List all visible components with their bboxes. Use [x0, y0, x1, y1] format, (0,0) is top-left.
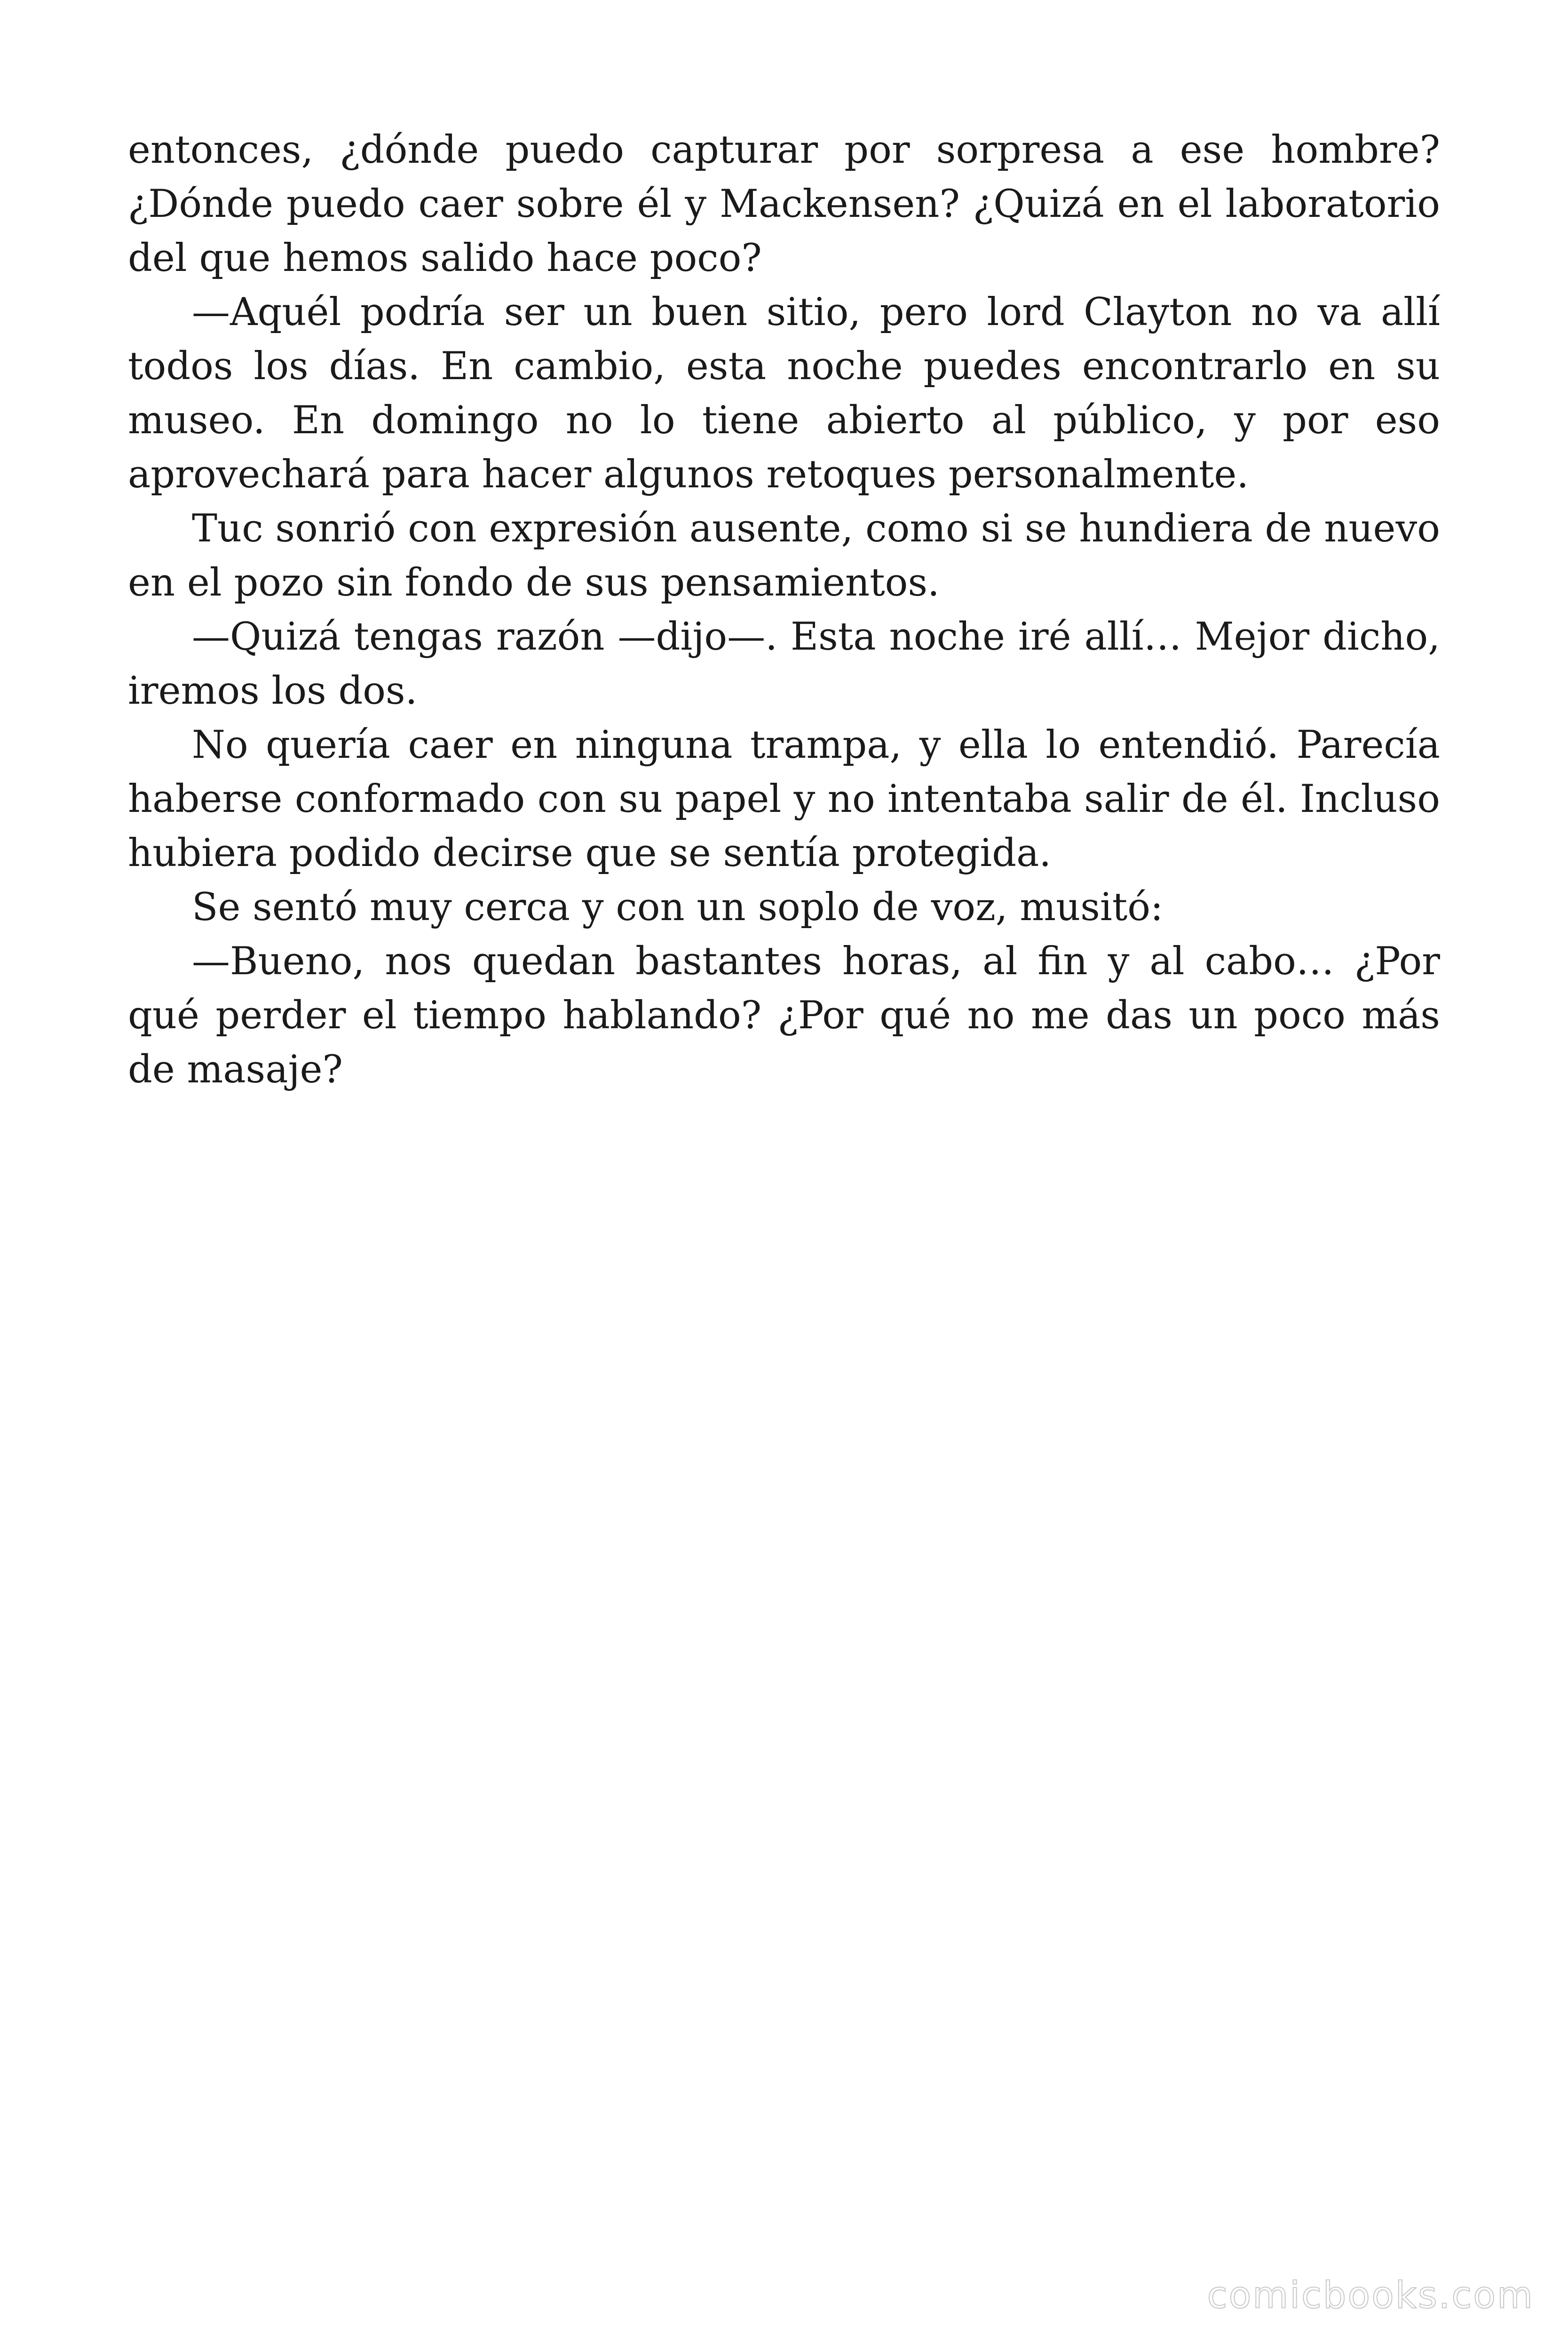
paragraph-4: —Quizá tengas razón —dijo—. Esta noche iré allí… Mejor dicho, iremos los dos. — [128, 615, 1440, 713]
paragraph-2: —Aquél podría ser un buen sitio, pero lord Clayton no va allí todos los días. En cambio, esta noche puedes encontrarlo en su museo. En domingo no lo tiene abierto al público, y por eso aprovechará para hacer algunos retoques personalmente. — [128, 290, 1440, 497]
paragraph-7: —Bueno, nos quedan bastantes horas, al fin y al cabo… ¿Por qué perder el tiempo hablando? ¿Por qué no me das un poco más de masaje? — [128, 939, 1440, 1092]
paragraph-6: Se sentó muy cerca y con un soplo de voz, musitó: — [192, 885, 1164, 930]
paragraph-3: Tuc sonrió con expresión ausente, como si se hundiera de nuevo en el pozo sin fondo de sus pensamientos. — [128, 507, 1440, 605]
body-text — [128, 123, 1440, 1097]
paragraph-5: No quería caer en ninguna trampa, y ella lo entendió. Parecía haberse conformado con su papel y no intentaba salir de él. Incluso hubiera podido decirse que se sentía protegida. — [128, 723, 1440, 875]
paragraph-1: entonces, ¿dónde puedo capturar por sorpresa a ese hombre? ¿Dónde puedo caer sobre él y Mackensen? ¿Quizá en el laboratorio del que hemos salido hace poco? — [128, 128, 1440, 280]
watermark: comicbooks.com — [1207, 2274, 1534, 2317]
